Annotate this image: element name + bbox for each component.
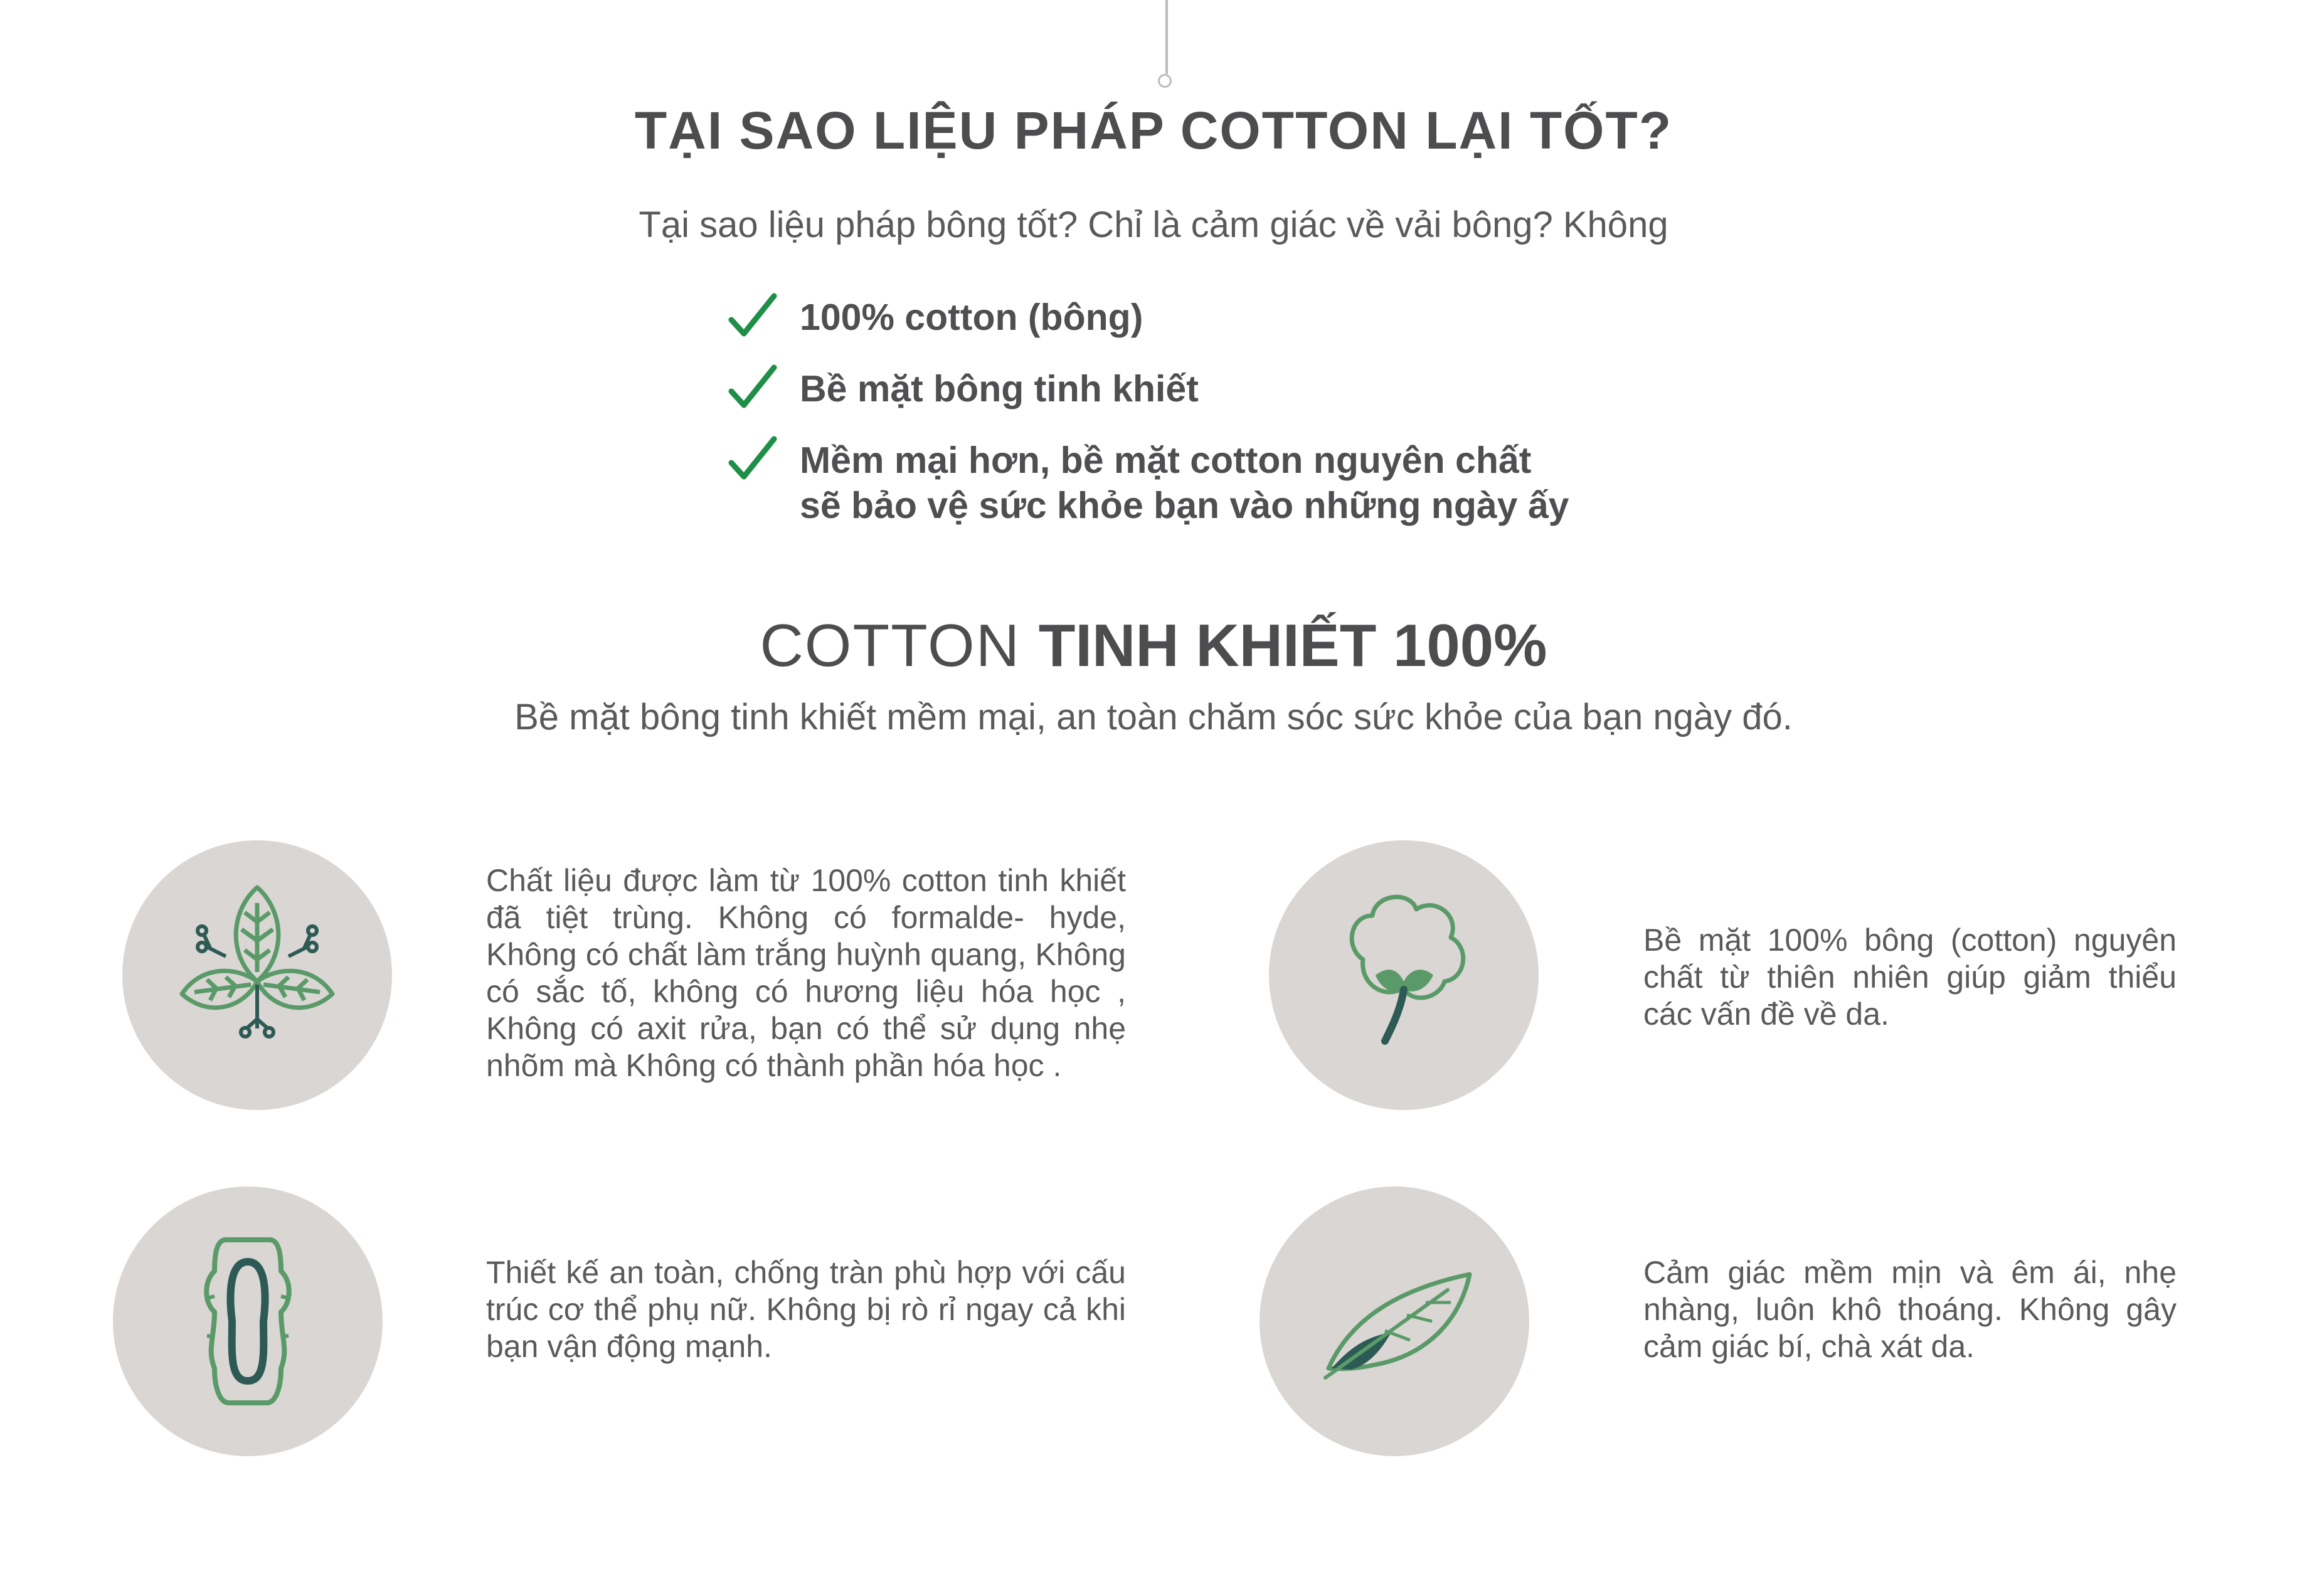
cotton-flower-icon [1269,840,1539,1110]
feather-icon [1260,1186,1529,1456]
feature-description: Bề mặt 100% bông (cotton) nguyên chất từ thiên nhiên giúp giảm thiểu các vấn đề về da. [1643,922,2177,1032]
checkmark-icon [728,292,778,342]
benefit-checklist [721,295,1725,554]
page-title: TẠI SAO LIỆU PHÁP COTTON LẠI TỐT? [634,101,1673,160]
sanitary-pad-icon [113,1186,383,1456]
feature-description: Thiết kế an toàn, chống tràn phù hợp với cấu trúc cơ thể phụ nữ. Không bị rò rỉ ngay cả khi bạn vận động mạnh. [486,1255,1126,1364]
section-title-bold: TINH KHIẾT 100% [1038,612,1547,679]
page-subtitle: Tại sao liệu pháp bông tốt? Chỉ là cảm giác về vải bông? Không [639,204,1668,245]
checklist-item-text: Bề mặt bông tinh khiết [800,368,1199,410]
checklist-item [721,366,1725,411]
feature-icon-circle [1269,840,1539,1110]
checklist-item [721,295,1725,340]
checklist-item-text: 100% cotton (bông) [800,297,1143,338]
feature-icon-circle [122,840,392,1110]
section-title [0,611,2307,680]
section-subtitle: Bề mặt bông tinh khiết mềm mại, an toàn chăm sóc sức khỏe của bạn ngày đó. [514,697,1793,737]
top-connector-dot [1158,74,1172,88]
feature-description: Chất liệu được làm từ 100% cotton tinh khiết đã tiệt trùng. Không có formalde- hyde, Không có chất làm trắng huỳnh quang, Không có sắc tố, không có hương liệu hóa học , Không có axit rửa, bạn có thể sử dụng nhẹ nhõm mà Không có thành phần hóa học . [486,863,1126,1083]
feature-description: Cảm giác mềm mịn và êm ái, nhẹ nhàng, luôn khô thoáng. Không gây cảm giác bí, chà xát da. [1643,1255,2177,1364]
leaf-clover-icon [122,840,392,1110]
checklist-item-text: Mềm mại hơn, bề mặt cotton nguyên chất [800,440,1532,481]
checklist-item [721,438,1725,528]
section-title-light: COTTON [760,612,1039,679]
top-connector-line [1165,0,1168,74]
feature-icon-circle [1260,1186,1529,1456]
feature-icon-circle [113,1186,383,1456]
checkmark-icon [728,435,778,485]
checkmark-icon [728,364,778,414]
checklist-item-text-line2: sẽ bảo vệ sức khỏe bạn vào những ngày ấy [800,485,1569,526]
